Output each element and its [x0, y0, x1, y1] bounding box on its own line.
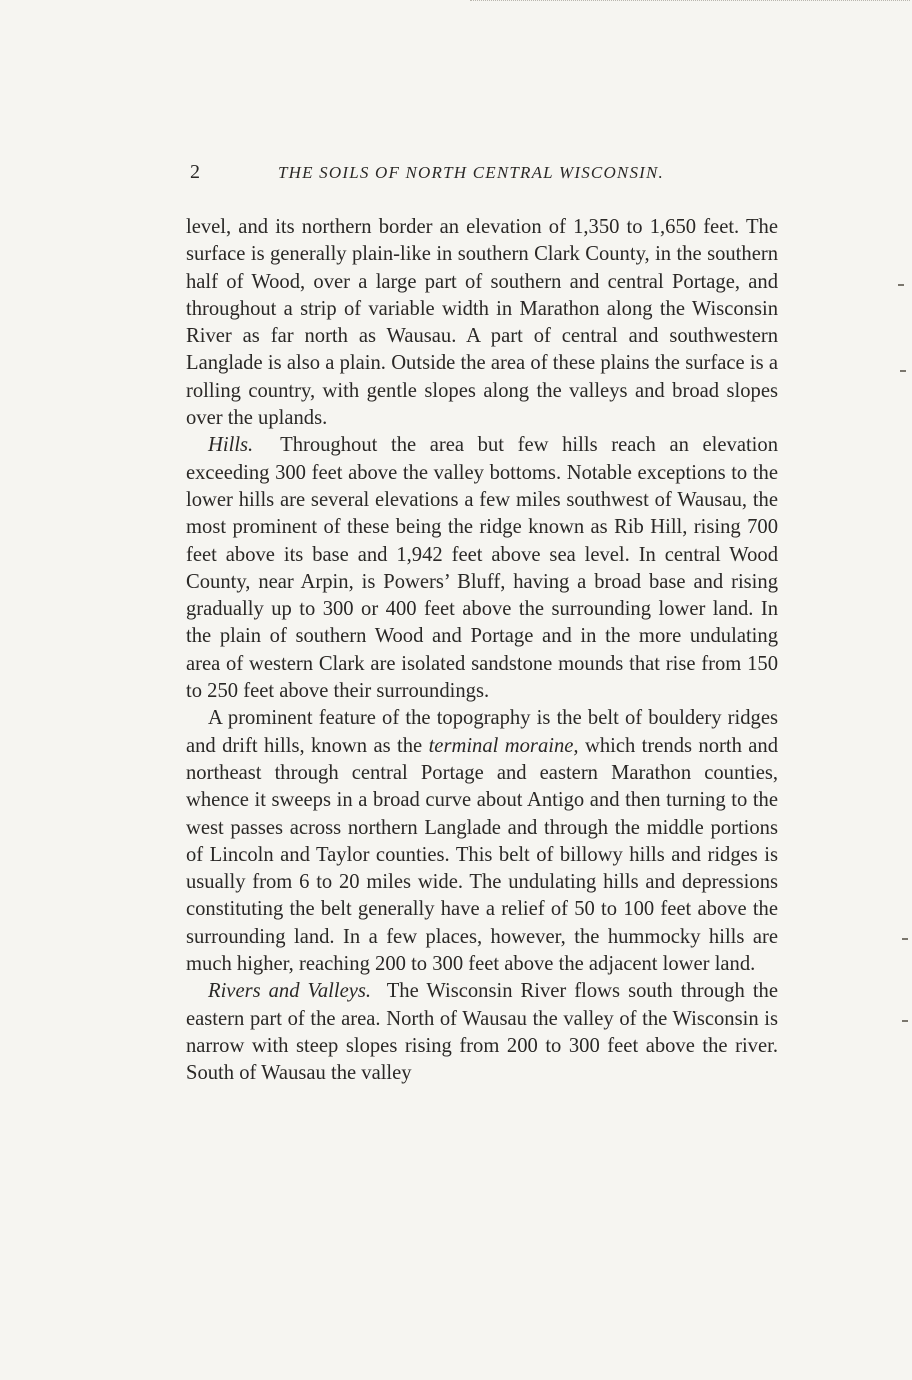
section-heading-hills: Hills. — [208, 434, 254, 457]
section-heading-rivers: Rivers and Valleys. — [208, 980, 372, 1003]
term-terminal-moraine: terminal moraine, — [428, 734, 579, 757]
paragraph-moraine-text-a: A prominent feature of the topography is the belt of bouldery ridges and drift hills, known as the — [186, 707, 778, 757]
paragraph-plains: level, and its northern border an elevation of 1,350 to 1,650 feet. The surface is generally plain-like in southern Clark County, in the southern half of Wood, over a large part of southern and central Portage, and throughout a strip of variable width in Marathon along the Wisconsin River as far north as Wausau. A part of central and southwestern Langlade is also a plain. Outside the area of these plains the surface is a rolling country, with gentle slopes along the valleys and broad slopes over the uplands. — [186, 216, 778, 430]
body-text — [186, 214, 778, 1088]
margin-mark — [902, 938, 908, 940]
scan-edge-mark — [470, 0, 910, 4]
margin-mark — [902, 1020, 908, 1022]
paragraph-rivers — [186, 978, 778, 1087]
page-header — [190, 161, 704, 189]
paragraph-moraine-text-b: which trends north and northeast through central Portage and eastern Marathon counties, whence it sweeps in a broad curve about Antigo and then turning to the west passes across northern Langlade and through the middle portions of Lincoln and Taylor counties. This belt of billowy hills and ridges is usually from 6 to 20 miles wide. The undulating hills and depressions constituting the belt generally have a relief of 50 to 100 feet above the surrounding land. In a few places, however, the hummocky hills are much higher, reaching 200 to 300 feet above the adjacent lower land. — [186, 734, 778, 976]
running-title: THE SOILS OF NORTH CENTRAL WISCONSIN. — [278, 163, 665, 182]
margin-mark — [900, 370, 906, 372]
paragraph-hills — [186, 432, 778, 705]
paragraph-rivers-text: The Wisconsin River flows south through the eastern part of the area. North of Wausau the valley of the Wisconsin is narrow with steep slopes rising from 200 to 300 feet above the river. South of Wausau the valley — [186, 980, 778, 1085]
paragraph-moraine — [186, 705, 778, 978]
page-number: 2 — [190, 161, 200, 183]
margin-mark — [898, 284, 904, 286]
paragraph-hills-text: Throughout the area but few hills reach an elevation exceeding 300 feet above the valley bottoms. Notable exceptions to the lower hills are several elevations a few miles southwest of Wausau, the most prominent of these being the ridge known as Rib Hill, rising 700 feet above its base and 1,942 feet above sea level. In central Wood County, near Arpin, is Powers’ Bluff, having a broad base and rising gradually up to 300 or 400 feet above the surrounding lower land. In the plain of southern Wood and Portage and in the more undulating area of western Clark are isolated sandstone mounds that rise from 150 to 250 feet above their surroundings. — [186, 434, 778, 703]
